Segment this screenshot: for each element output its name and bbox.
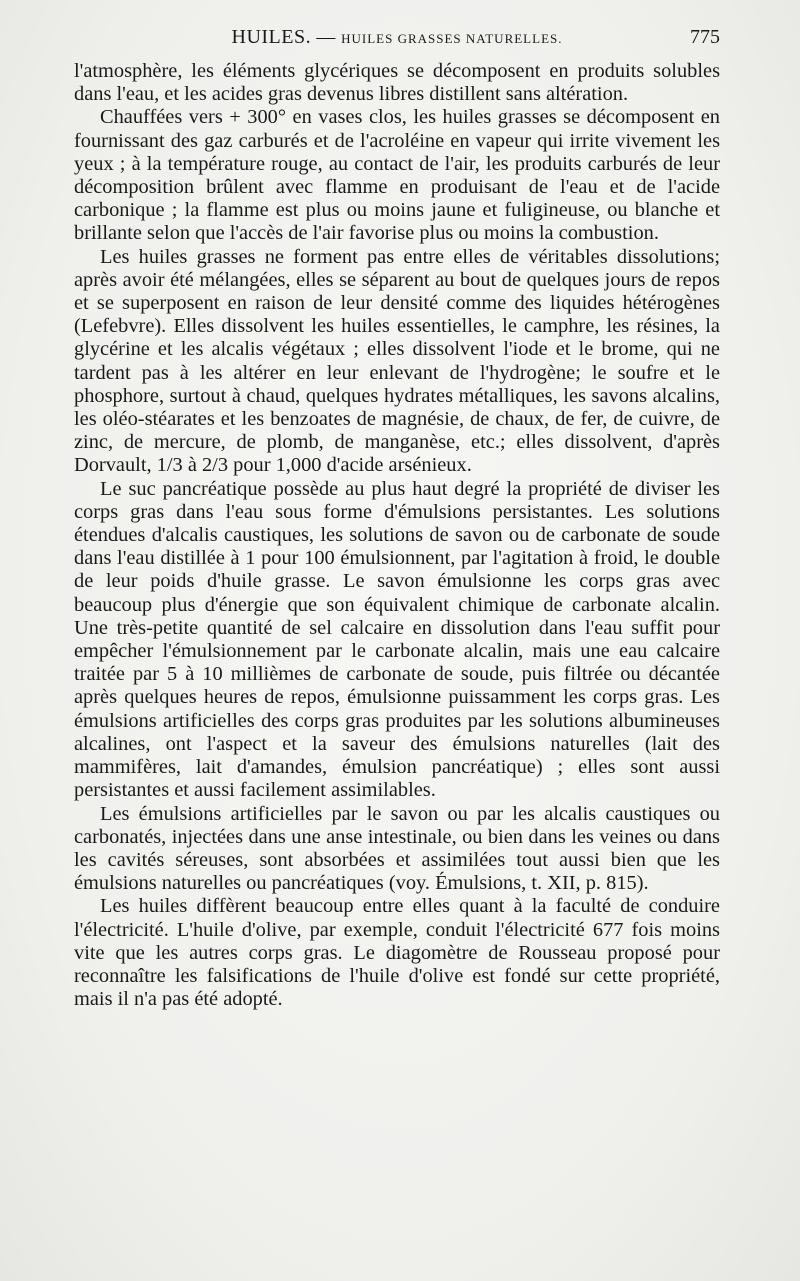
running-title-sub: HUILES GRASSES NATURELLES.: [341, 31, 563, 46]
running-header: [74, 26, 720, 54]
paragraph-3: Les huiles grasses ne forment pas entre elles de véritables dissolutions; après avoir été mélangées, elles se séparent au bout de quelques jours de repos et se superposent en raison de leur densité comme des liquides hétérogènes (Lefebvre). Elles dissolvent les huiles essentielles, le camphre, les résines, la glycérine et les alcalis végétaux ; elles dissolvent l'iode et le brome, qui ne tardent pas à les altérer en leur enlevant de l'hydrogène; le soufre et le phosphore, surtout à chaud, quelques hydrates métalliques, les savons alcalins, les oléo-stéarates et les benzoates de magnésie, de chaux, de fer, de cuivre, de zinc, de mercure, de plomb, de manganèse, etc.; elles dissolvent, d'après Dorvault, 1/3 à 2/3 pour 1,000 d'acide arsénieux.: [74, 245, 720, 477]
paragraph-1: l'atmosphère, les éléments glycériques se décomposent en produits solubles dans l'eau, et les acides gras devenus libres distillent sans altération.: [74, 60, 720, 106]
running-title-dash: —: [311, 27, 342, 48]
running-title: [74, 26, 720, 49]
paragraph-2: Chauffées vers + 300° en vases clos, les huiles grasses se décomposent en fournissant des gaz carburés et de l'acroléine en vapeur qui irrite vivement les yeux ; à la température rouge, au contact de l'air, les produits carburés de leur décomposition brûlent avec flamme en produisant de l'eau et de l'acide carbonique ; la flamme est plus ou moins jaune et fuligineuse, ou blanche et brillante selon que l'accès de l'air favorise plus ou moins la combustion.: [74, 106, 720, 245]
paragraph-5: Les émulsions artificielles par le savon ou par les alcalis caustiques ou carbonatés, injectées dans une anse intestinale, ou bien dans les veines ou dans les cavités séreuses, sont absorbées et assimilées tout aussi bien que les émulsions naturelles ou pancréatiques (voy. Émulsions, t. XII, p. 815).: [74, 802, 720, 895]
page-number: 775: [690, 26, 720, 48]
running-title-main: HUILES.: [231, 26, 312, 48]
body-text: [74, 60, 720, 1011]
paragraph-4: Le suc pancréatique possède au plus haut degré la propriété de diviser les corps gras dans l'eau sous forme d'émulsions persistantes. Les solutions étendues d'alcalis caustiques, les solutions de savon ou de carbonate de soude dans l'eau distillée à 1 pour 100 émulsionnent, par l'agitation à froid, le double de leur poids d'huile grasse. Le savon émulsionne les corps gras avec beaucoup plus d'énergie que son équivalent chimique de carbonate alcalin. Une très-petite quantité de sel calcaire en dissolution dans l'eau suffit pour empêcher l'émulsionnement par le carbonate alcalin, mais une eau calcaire traitée par 5 à 10 millièmes de carbonate de soude, puis filtrée ou décantée après quelques heures de repos, émulsionne puissamment les corps gras. Les émulsions artificielles des corps gras produites par les solutions albumineuses alcalines, ont l'aspect et la saveur des émulsions naturelles (lait des mammifères, lait d'amandes, émulsion pancréatique) ; elles sont aussi persistantes et aussi facilement assimilables.: [74, 477, 720, 802]
paragraph-6: Les huiles diffèrent beaucoup entre elles quant à la faculté de conduire l'électricité. L'huile d'olive, par exemple, conduit l'électricité 677 fois moins vite que les autres corps gras. Le diagomètre de Rousseau proposé pour reconnaître les falsifications de l'huile d'olive est fondé sur cette propriété, mais il n'a pas été adopté.: [74, 895, 720, 1011]
